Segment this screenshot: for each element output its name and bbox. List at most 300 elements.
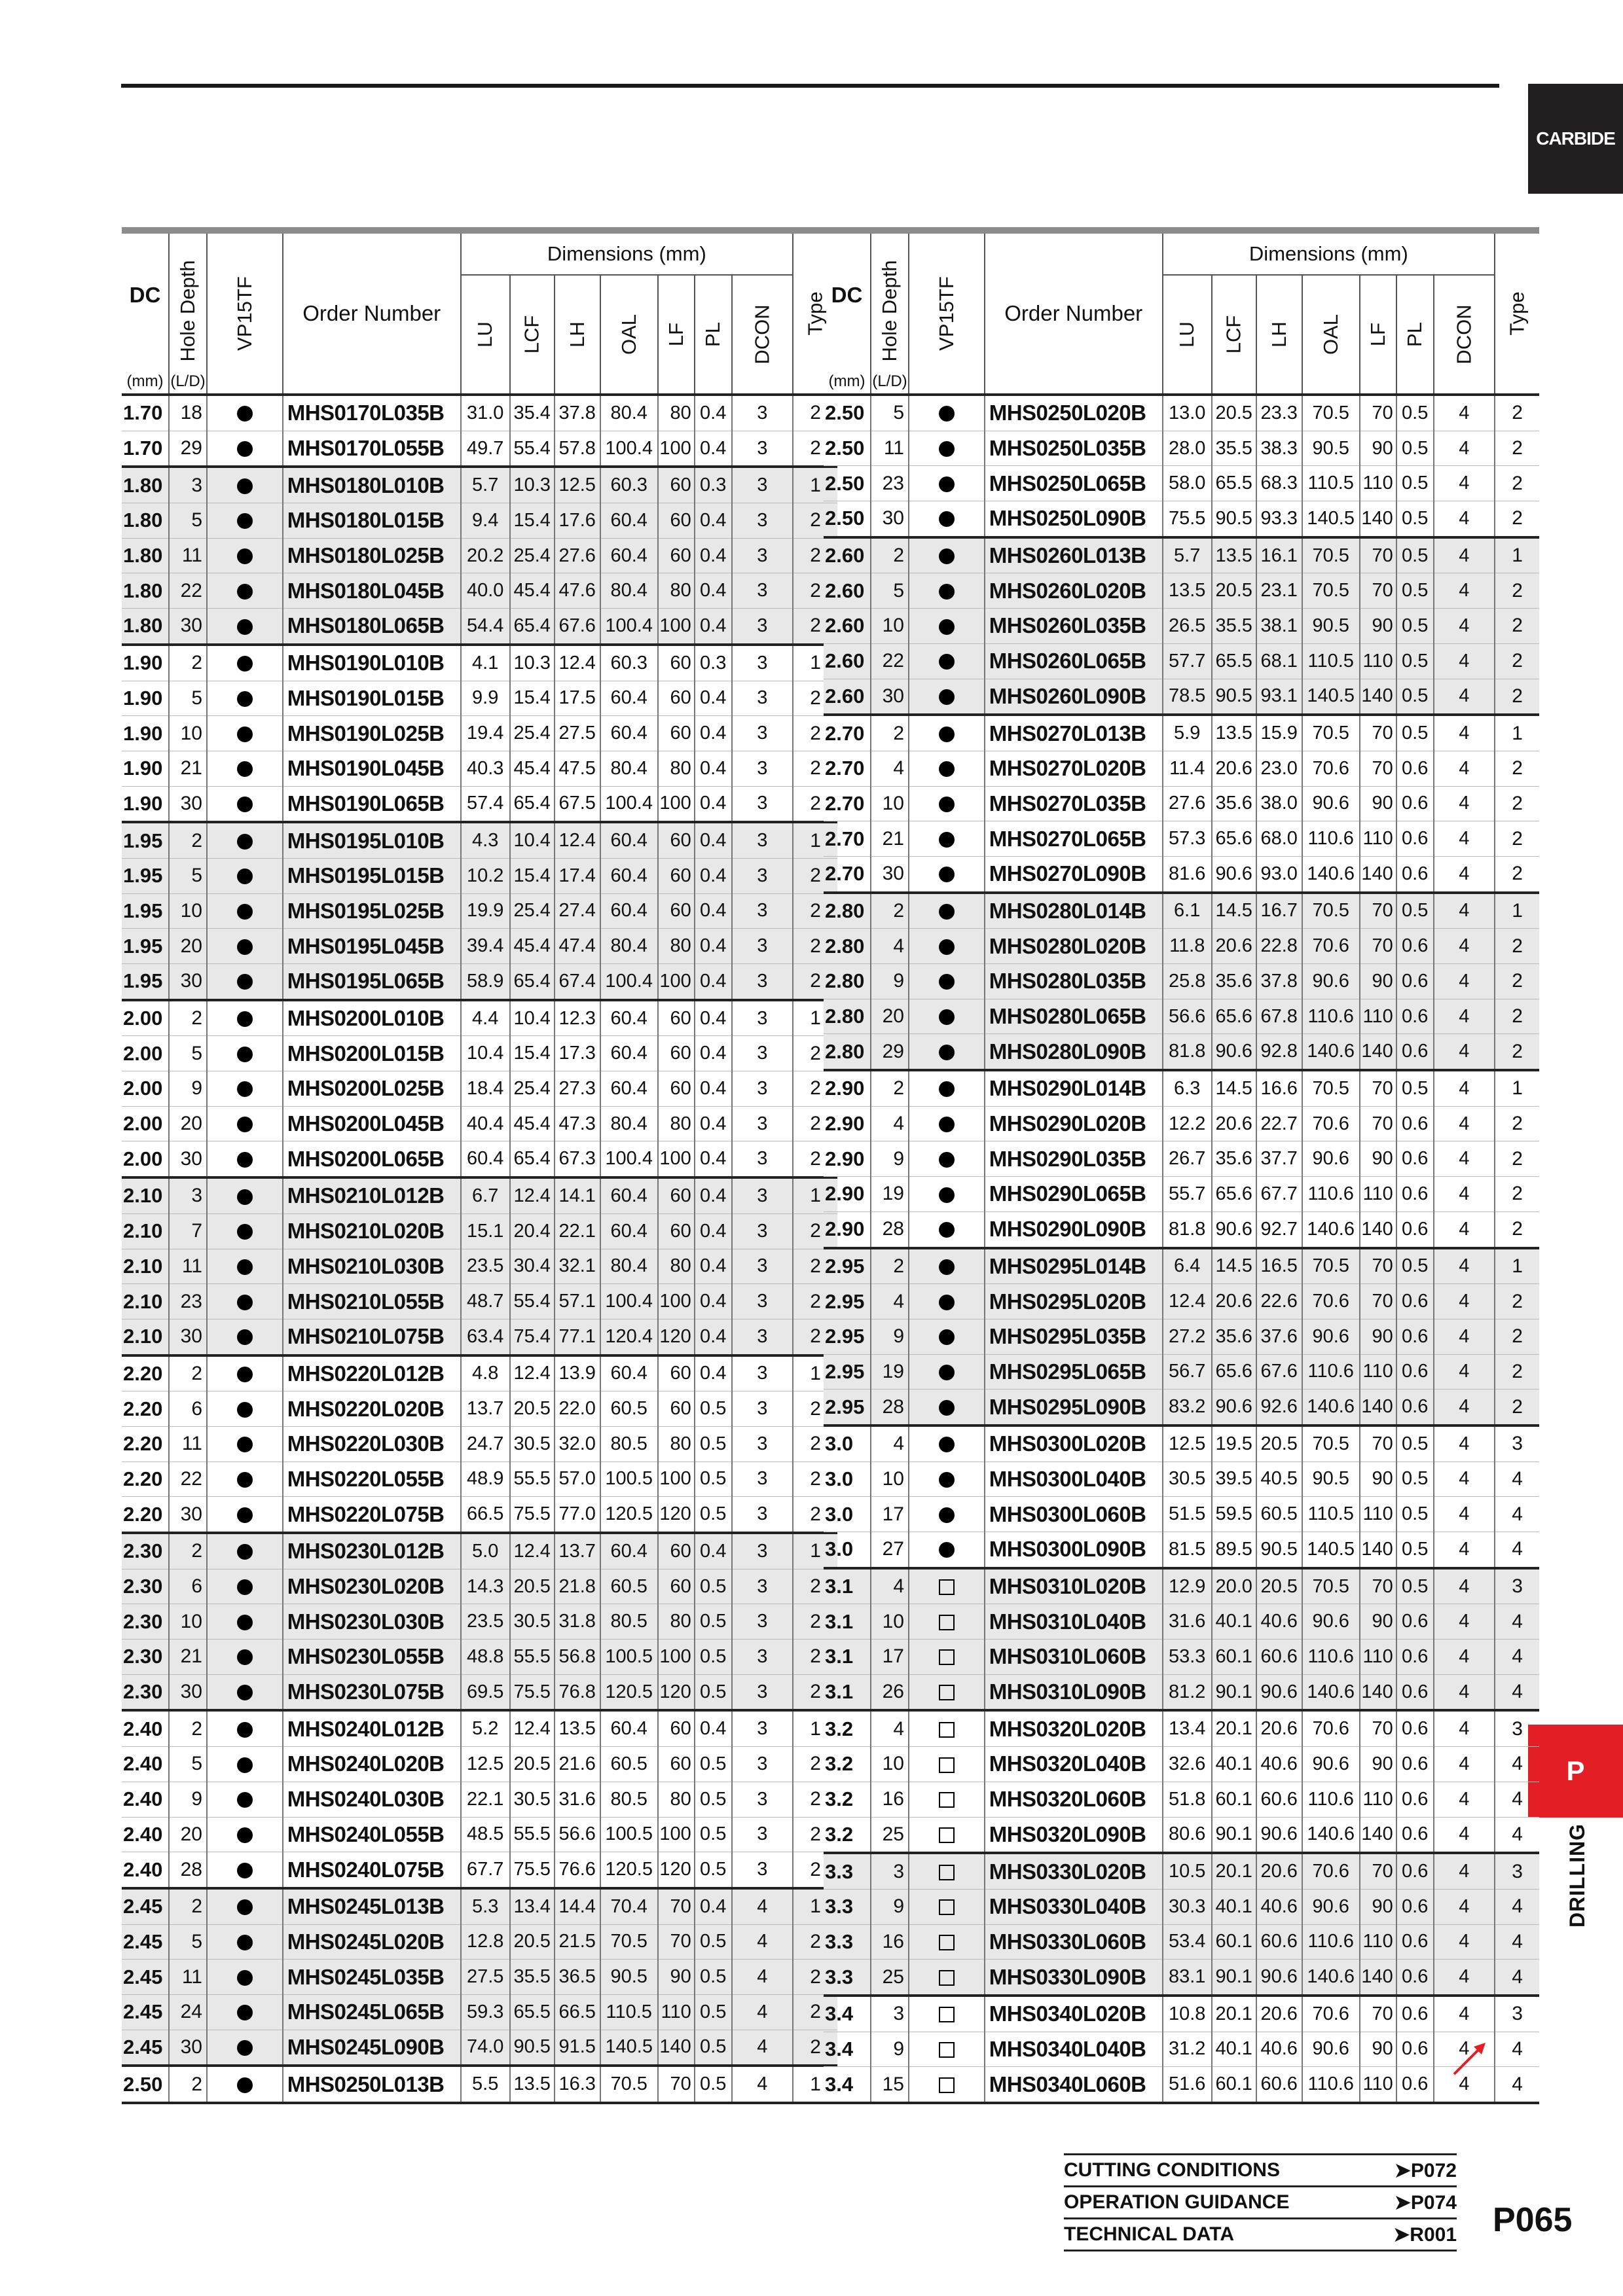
filled-circle-icon xyxy=(237,1935,253,1950)
cell-dcon: 4 xyxy=(1434,751,1495,786)
cell-lcf: 90.1 xyxy=(1212,1674,1256,1710)
cell-hd: 11 xyxy=(169,1249,207,1284)
header-grade-label: VP15TF xyxy=(232,276,256,351)
cell-dcon: 4 xyxy=(1434,929,1495,964)
cell-order: MHS0240L020B xyxy=(283,1747,461,1782)
cell-order: MHS0320L060B xyxy=(985,1782,1163,1817)
cell-type: 2 xyxy=(1495,1354,1539,1390)
cell-order: MHS0270L020B xyxy=(985,751,1163,786)
cell-oal: 60.4 xyxy=(600,858,658,893)
cell-oal: 60.5 xyxy=(600,1391,658,1427)
open-square-icon xyxy=(939,1899,955,1915)
cell-oal: 90.6 xyxy=(1302,964,1360,999)
table-row xyxy=(824,1070,1539,1106)
cell-lu: 20.2 xyxy=(461,538,510,573)
cell-type: 2 xyxy=(1495,786,1539,821)
cell-lh: 90.6 xyxy=(1256,1960,1302,1996)
cell-lu: 12.9 xyxy=(1163,1568,1212,1604)
cell-dcon: 4 xyxy=(1434,1532,1495,1568)
cell-type: 3 xyxy=(1495,1568,1539,1604)
cell-lcf: 75.4 xyxy=(510,1319,555,1355)
cell-lu: 22.1 xyxy=(461,1782,510,1817)
cell-dc: 2.10 xyxy=(122,1284,169,1319)
cell-dc: 1.80 xyxy=(122,573,169,609)
cell-type: 4 xyxy=(1495,1604,1539,1640)
cell-type: 4 xyxy=(1495,1889,1539,1924)
cell-dc: 2.00 xyxy=(122,1141,169,1177)
cell-type: 2 xyxy=(793,1497,837,1533)
cell-dcon: 4 xyxy=(1434,466,1495,501)
table-row xyxy=(122,1888,837,1924)
cell-type: 2 xyxy=(1495,573,1539,609)
stock-mark-cell xyxy=(207,1960,283,1995)
cell-hd: 11 xyxy=(169,538,207,573)
cell-lu: 5.2 xyxy=(461,1710,510,1746)
cell-pl: 0.4 xyxy=(695,751,732,786)
cell-lf: 110 xyxy=(658,1994,695,2030)
carbide-tab[interactable] xyxy=(1528,84,1623,194)
stock-mark-cell xyxy=(207,1106,283,1141)
header-order-number: Order Number xyxy=(985,230,1163,395)
filled-circle-icon xyxy=(939,584,955,600)
cell-lf: 90 xyxy=(1360,1462,1396,1497)
cell-lf: 60 xyxy=(658,503,695,539)
filled-circle-icon xyxy=(939,1009,955,1025)
cell-lu: 15.1 xyxy=(461,1213,510,1249)
header-dcon-label: DCON xyxy=(1452,304,1476,365)
cell-lu: 57.3 xyxy=(1163,821,1212,857)
cell-oal: 120.4 xyxy=(600,1319,658,1355)
cell-lcf: 55.5 xyxy=(510,1640,555,1675)
cell-lcf: 60.1 xyxy=(1212,1924,1256,1960)
cell-hd: 2 xyxy=(871,537,909,573)
cell-hd: 30 xyxy=(871,501,909,537)
cell-pl: 0.5 xyxy=(695,1924,732,1960)
cell-order: MHS0195L025B xyxy=(283,893,461,929)
cell-hd: 4 xyxy=(871,1568,909,1604)
cell-lh: 40.6 xyxy=(1256,1604,1302,1640)
table-row xyxy=(824,715,1539,751)
stock-mark-cell xyxy=(207,1569,283,1604)
cell-pl: 0.4 xyxy=(695,1710,732,1746)
cell-pl: 0.5 xyxy=(1396,501,1434,537)
cell-dc: 2.30 xyxy=(122,1569,169,1604)
cell-type: 2 xyxy=(1495,431,1539,466)
cell-pl: 0.5 xyxy=(695,1391,732,1427)
cell-type: 1 xyxy=(793,467,837,503)
cell-lh: 27.4 xyxy=(555,893,600,929)
cell-lcf: 65.4 xyxy=(510,1141,555,1177)
cell-order: MHS0290L090B xyxy=(985,1211,1163,1247)
cell-dcon: 4 xyxy=(1434,501,1495,537)
cell-oal: 80.4 xyxy=(600,395,658,431)
cell-lh: 57.8 xyxy=(555,431,600,467)
header-dc-label: DC xyxy=(831,283,863,307)
table-row xyxy=(122,1319,837,1355)
cell-lf: 60 xyxy=(658,716,695,751)
cell-type: 4 xyxy=(1495,2067,1539,2103)
filled-circle-icon xyxy=(237,974,253,990)
cell-lu: 4.3 xyxy=(461,822,510,858)
cell-lcf: 55.4 xyxy=(510,431,555,467)
cell-lh: 17.4 xyxy=(555,858,600,893)
cell-lf: 120 xyxy=(658,1852,695,1888)
cell-hd: 30 xyxy=(169,1497,207,1533)
cell-pl: 0.6 xyxy=(1396,2032,1434,2067)
cell-order: MHS0210L075B xyxy=(283,1319,461,1355)
filled-circle-icon xyxy=(237,904,253,920)
cell-pl: 0.6 xyxy=(1396,964,1434,999)
stock-mark-cell xyxy=(207,1284,283,1319)
cell-oal: 90.6 xyxy=(1302,1141,1360,1177)
cell-pl: 0.4 xyxy=(695,1177,732,1213)
cell-dcon: 4 xyxy=(1434,1924,1495,1960)
header-lcf xyxy=(510,275,555,395)
cell-pl: 0.4 xyxy=(695,1141,732,1177)
cell-lh: 20.6 xyxy=(1256,1853,1302,1889)
cell-pl: 0.5 xyxy=(1396,1568,1434,1604)
cell-order: MHS0320L020B xyxy=(985,1710,1163,1746)
cell-dc: 3.3 xyxy=(824,1924,871,1960)
cell-lu: 27.2 xyxy=(1163,1319,1212,1354)
cell-type: 3 xyxy=(1495,1853,1539,1889)
filled-circle-icon xyxy=(237,1615,253,1630)
table-row xyxy=(824,999,1539,1034)
cell-dcon: 3 xyxy=(732,1462,793,1497)
cell-lcf: 20.0 xyxy=(1212,1568,1256,1604)
cell-dcon: 3 xyxy=(732,858,793,893)
cell-lh: 12.4 xyxy=(555,822,600,858)
cell-type: 2 xyxy=(793,1569,837,1604)
cell-lf: 140 xyxy=(1360,1960,1396,1996)
cell-pl: 0.4 xyxy=(695,1213,732,1249)
header-grade xyxy=(207,230,283,395)
stock-mark-cell xyxy=(207,1533,283,1569)
cell-dc: 2.80 xyxy=(824,893,871,929)
cell-pl: 0.4 xyxy=(695,681,732,716)
cell-pl: 0.6 xyxy=(1396,1390,1434,1426)
table-row xyxy=(122,538,837,573)
cell-lcf: 90.6 xyxy=(1212,856,1256,892)
cell-lf: 70 xyxy=(1360,929,1396,964)
cell-order: MHS0250L065B xyxy=(985,466,1163,501)
table-row xyxy=(122,893,837,929)
open-square-icon xyxy=(939,1615,955,1630)
cell-type: 2 xyxy=(793,681,837,716)
cell-lcf: 65.6 xyxy=(1212,999,1256,1034)
cell-lh: 40.6 xyxy=(1256,1889,1302,1924)
cell-dc: 2.40 xyxy=(122,1817,169,1852)
cell-lcf: 14.5 xyxy=(1212,1070,1256,1106)
cell-dcon: 4 xyxy=(1434,893,1495,929)
cell-order: MHS0330L040B xyxy=(985,1889,1163,1924)
spec-table-left xyxy=(122,227,837,2104)
cell-dcon: 4 xyxy=(732,1888,793,1924)
filled-circle-icon xyxy=(237,1579,253,1595)
stock-mark-cell xyxy=(909,893,985,929)
cell-dc: 1.90 xyxy=(122,645,169,681)
cell-lcf: 40.1 xyxy=(1212,1889,1256,1924)
cell-type: 2 xyxy=(793,1141,837,1177)
cell-lf: 110 xyxy=(1360,1640,1396,1675)
cell-lh: 22.6 xyxy=(1256,1284,1302,1319)
header-lh-label: LH xyxy=(565,321,589,348)
cell-lu: 26.7 xyxy=(1163,1141,1212,1177)
reference-label: TECHNICAL DATA xyxy=(1064,2223,1234,2245)
open-square-icon xyxy=(939,1722,955,1738)
page-number: P065 xyxy=(1493,2201,1573,2239)
stock-mark-cell xyxy=(207,1391,283,1427)
table-row xyxy=(824,573,1539,609)
cell-order: MHS0180L015B xyxy=(283,503,461,539)
cell-oal: 60.4 xyxy=(600,1071,658,1107)
cell-lf: 70 xyxy=(658,1888,695,1924)
cell-pl: 0.6 xyxy=(1396,786,1434,821)
cell-order: MHS0220L012B xyxy=(283,1355,461,1391)
filled-circle-icon xyxy=(237,1899,253,1915)
stock-mark-cell xyxy=(207,822,283,858)
cell-type: 2 xyxy=(1495,1390,1539,1426)
cell-lh: 12.5 xyxy=(555,467,600,503)
filled-circle-icon xyxy=(939,406,955,422)
cell-order: MHS0295L090B xyxy=(985,1390,1163,1426)
cell-order: MHS0295L020B xyxy=(985,1284,1163,1319)
filled-circle-icon xyxy=(237,2040,253,2056)
header-pl-label: PL xyxy=(1403,322,1427,347)
reference-link-cutting-conditions[interactable] xyxy=(1064,2153,1457,2187)
cell-lh: 57.1 xyxy=(555,1284,600,1319)
cell-dcon: 4 xyxy=(1434,856,1495,892)
cell-order: MHS0310L090B xyxy=(985,1674,1163,1710)
cell-order: MHS0300L020B xyxy=(985,1426,1163,1462)
cell-dc: 2.40 xyxy=(122,1747,169,1782)
cell-lcf: 60.1 xyxy=(1212,2067,1256,2103)
cell-lcf: 15.4 xyxy=(510,681,555,716)
cell-pl: 0.6 xyxy=(1396,1319,1434,1354)
cell-lcf: 45.4 xyxy=(510,1106,555,1141)
cell-pl: 0.5 xyxy=(1396,1248,1434,1284)
cell-oal: 60.4 xyxy=(600,1710,658,1746)
cell-type: 1 xyxy=(793,1177,837,1213)
cell-hd: 4 xyxy=(871,1426,909,1462)
cell-lu: 51.5 xyxy=(1163,1497,1212,1532)
cell-lcf: 20.6 xyxy=(1212,1106,1256,1141)
table-row xyxy=(122,1533,837,1569)
cell-hd: 2 xyxy=(169,645,207,681)
cell-lf: 80 xyxy=(658,1604,695,1640)
cell-lcf: 20.4 xyxy=(510,1213,555,1249)
cell-order: MHS0250L035B xyxy=(985,431,1163,466)
cell-lu: 40.0 xyxy=(461,573,510,609)
cell-lcf: 65.6 xyxy=(1212,821,1256,857)
cell-dc: 1.80 xyxy=(122,609,169,645)
cell-order: MHS0200L010B xyxy=(283,1000,461,1036)
cell-oal: 70.6 xyxy=(1302,751,1360,786)
cell-oal: 80.5 xyxy=(600,1426,658,1462)
table-row xyxy=(122,1391,837,1427)
cell-dcon: 3 xyxy=(732,1569,793,1604)
cell-dcon: 3 xyxy=(732,1674,793,1710)
cell-hd: 9 xyxy=(871,1141,909,1177)
stock-mark-cell xyxy=(207,395,283,431)
cell-lf: 60 xyxy=(658,1213,695,1249)
section-tab-p[interactable] xyxy=(1528,1725,1623,1818)
table-row xyxy=(824,1211,1539,1247)
cell-dc: 2.90 xyxy=(824,1106,871,1141)
cell-pl: 0.6 xyxy=(1396,1960,1434,1996)
cell-hd: 16 xyxy=(871,1924,909,1960)
stock-mark-cell xyxy=(909,1674,985,1710)
stock-mark-cell xyxy=(909,1889,985,1924)
reference-label: OPERATION GUIDANCE xyxy=(1064,2191,1290,2213)
cell-pl: 0.4 xyxy=(695,1284,732,1319)
stock-mark-cell xyxy=(909,1284,985,1319)
cell-order: MHS0245L020B xyxy=(283,1924,461,1960)
cell-lf: 70 xyxy=(1360,1070,1396,1106)
cell-oal: 90.6 xyxy=(1302,1604,1360,1640)
cell-pl: 0.5 xyxy=(695,1852,732,1888)
cell-lcf: 10.3 xyxy=(510,645,555,681)
top-rule xyxy=(121,84,1499,88)
cell-oal: 100.5 xyxy=(600,1817,658,1852)
header-type-label: Type xyxy=(1505,291,1529,336)
reference-link-operation-guidance[interactable] xyxy=(1064,2187,1457,2219)
cell-hd: 19 xyxy=(871,1354,909,1390)
cell-type: 2 xyxy=(1495,466,1539,501)
stock-mark-cell xyxy=(909,1141,985,1177)
table-row xyxy=(122,1071,837,1107)
filled-circle-icon xyxy=(939,1295,955,1310)
stock-mark-cell xyxy=(909,786,985,821)
cell-type: 4 xyxy=(1495,2032,1539,2067)
cell-type: 2 xyxy=(793,1213,837,1249)
filled-circle-icon xyxy=(939,867,955,882)
cell-order: MHS0250L020B xyxy=(985,395,1163,431)
cell-lu: 9.9 xyxy=(461,681,510,716)
cell-lu: 81.8 xyxy=(1163,1211,1212,1247)
stock-mark-cell xyxy=(909,2032,985,2067)
cell-lcf: 65.4 xyxy=(510,609,555,645)
cell-order: MHS0195L015B xyxy=(283,858,461,893)
cell-lcf: 14.5 xyxy=(1212,1248,1256,1284)
cell-hd: 17 xyxy=(871,1640,909,1675)
table-row xyxy=(122,431,837,467)
cell-oal: 90.5 xyxy=(1302,1462,1360,1497)
cell-lu: 5.7 xyxy=(461,467,510,503)
cell-lcf: 19.5 xyxy=(1212,1426,1256,1462)
stock-mark-cell xyxy=(207,2066,283,2103)
cell-oal: 60.4 xyxy=(600,538,658,573)
cell-lf: 60 xyxy=(658,1000,695,1036)
cell-lcf: 12.4 xyxy=(510,1533,555,1569)
cell-oal: 90.6 xyxy=(1302,786,1360,821)
cell-lu: 53.4 xyxy=(1163,1924,1212,1960)
cell-type: 2 xyxy=(793,1782,837,1817)
cell-dcon: 4 xyxy=(1434,395,1495,431)
table-row xyxy=(122,1462,837,1497)
filled-circle-icon xyxy=(237,1722,253,1738)
cell-type: 2 xyxy=(1495,1211,1539,1247)
cell-oal: 110.6 xyxy=(1302,1782,1360,1817)
cell-pl: 0.6 xyxy=(1396,821,1434,857)
cell-pl: 0.6 xyxy=(1396,1034,1434,1070)
cell-type: 2 xyxy=(793,2030,837,2066)
open-square-icon xyxy=(939,2042,955,2058)
cell-type: 4 xyxy=(1495,1782,1539,1817)
filled-circle-icon xyxy=(237,1544,253,1560)
cell-dcon: 4 xyxy=(1434,715,1495,751)
cell-dc: 2.60 xyxy=(824,609,871,644)
table-row xyxy=(122,1924,837,1960)
cell-dcon: 3 xyxy=(732,1141,793,1177)
cell-oal: 140.5 xyxy=(1302,1532,1360,1568)
cell-pl: 0.5 xyxy=(1396,1070,1434,1106)
stock-mark-cell xyxy=(207,467,283,503)
cell-oal: 60.4 xyxy=(600,1533,658,1569)
cell-lcf: 20.5 xyxy=(510,1569,555,1604)
cell-lh: 67.3 xyxy=(555,1141,600,1177)
cell-dc: 1.95 xyxy=(122,893,169,929)
stock-mark-cell xyxy=(909,2067,985,2103)
cell-lcf: 20.1 xyxy=(1212,1853,1256,1889)
cell-lf: 100 xyxy=(658,786,695,822)
cell-dcon: 4 xyxy=(1434,1319,1495,1354)
cell-dcon: 3 xyxy=(732,1533,793,1569)
cell-lcf: 60.1 xyxy=(1212,1640,1256,1675)
cell-lu: 30.5 xyxy=(1163,1462,1212,1497)
cell-pl: 0.5 xyxy=(1396,537,1434,573)
cell-type: 2 xyxy=(1495,679,1539,715)
section-label-text: DRILLING xyxy=(1565,1823,1590,1928)
cell-lh: 22.8 xyxy=(1256,929,1302,964)
cell-hd: 10 xyxy=(871,1747,909,1782)
cell-hd: 5 xyxy=(169,858,207,893)
cell-lcf: 20.1 xyxy=(1212,1710,1256,1746)
header-lu-label: LU xyxy=(1175,321,1199,348)
cell-lf: 90 xyxy=(1360,609,1396,644)
cell-dcon: 4 xyxy=(1434,1817,1495,1853)
filled-circle-icon xyxy=(237,1970,253,1986)
cell-hd: 20 xyxy=(169,1106,207,1141)
cell-dcon: 4 xyxy=(1434,1034,1495,1070)
cell-lf: 60 xyxy=(658,1391,695,1427)
table-row xyxy=(824,1390,1539,1426)
reference-page: ➤R001 xyxy=(1393,2223,1457,2246)
cell-lf: 70 xyxy=(1360,395,1396,431)
cell-lcf: 15.4 xyxy=(510,503,555,539)
cell-pl: 0.6 xyxy=(1396,1284,1434,1319)
cell-order: MHS0330L060B xyxy=(985,1924,1163,1960)
cell-lu: 10.8 xyxy=(1163,1996,1212,2032)
table-row xyxy=(824,2032,1539,2067)
stock-mark-cell xyxy=(207,1994,283,2030)
cell-lcf: 90.5 xyxy=(510,2030,555,2066)
reference-link-technical-data[interactable] xyxy=(1064,2219,1457,2251)
cell-oal: 60.4 xyxy=(600,1177,658,1213)
cell-lcf: 20.5 xyxy=(510,1924,555,1960)
cell-dcon: 4 xyxy=(1434,1106,1495,1141)
cell-dcon: 3 xyxy=(732,395,793,431)
cell-order: MHS0190L015B xyxy=(283,681,461,716)
section-tab-label: P xyxy=(1566,1755,1585,1786)
cell-dc: 1.90 xyxy=(122,751,169,786)
cell-pl: 0.4 xyxy=(695,716,732,751)
cell-lf: 60 xyxy=(658,645,695,681)
cell-dcon: 4 xyxy=(1434,1390,1495,1426)
cell-hd: 30 xyxy=(169,609,207,645)
cell-lh: 66.5 xyxy=(555,1994,600,2030)
next-page-arrow-icon[interactable] xyxy=(1450,2039,1489,2078)
